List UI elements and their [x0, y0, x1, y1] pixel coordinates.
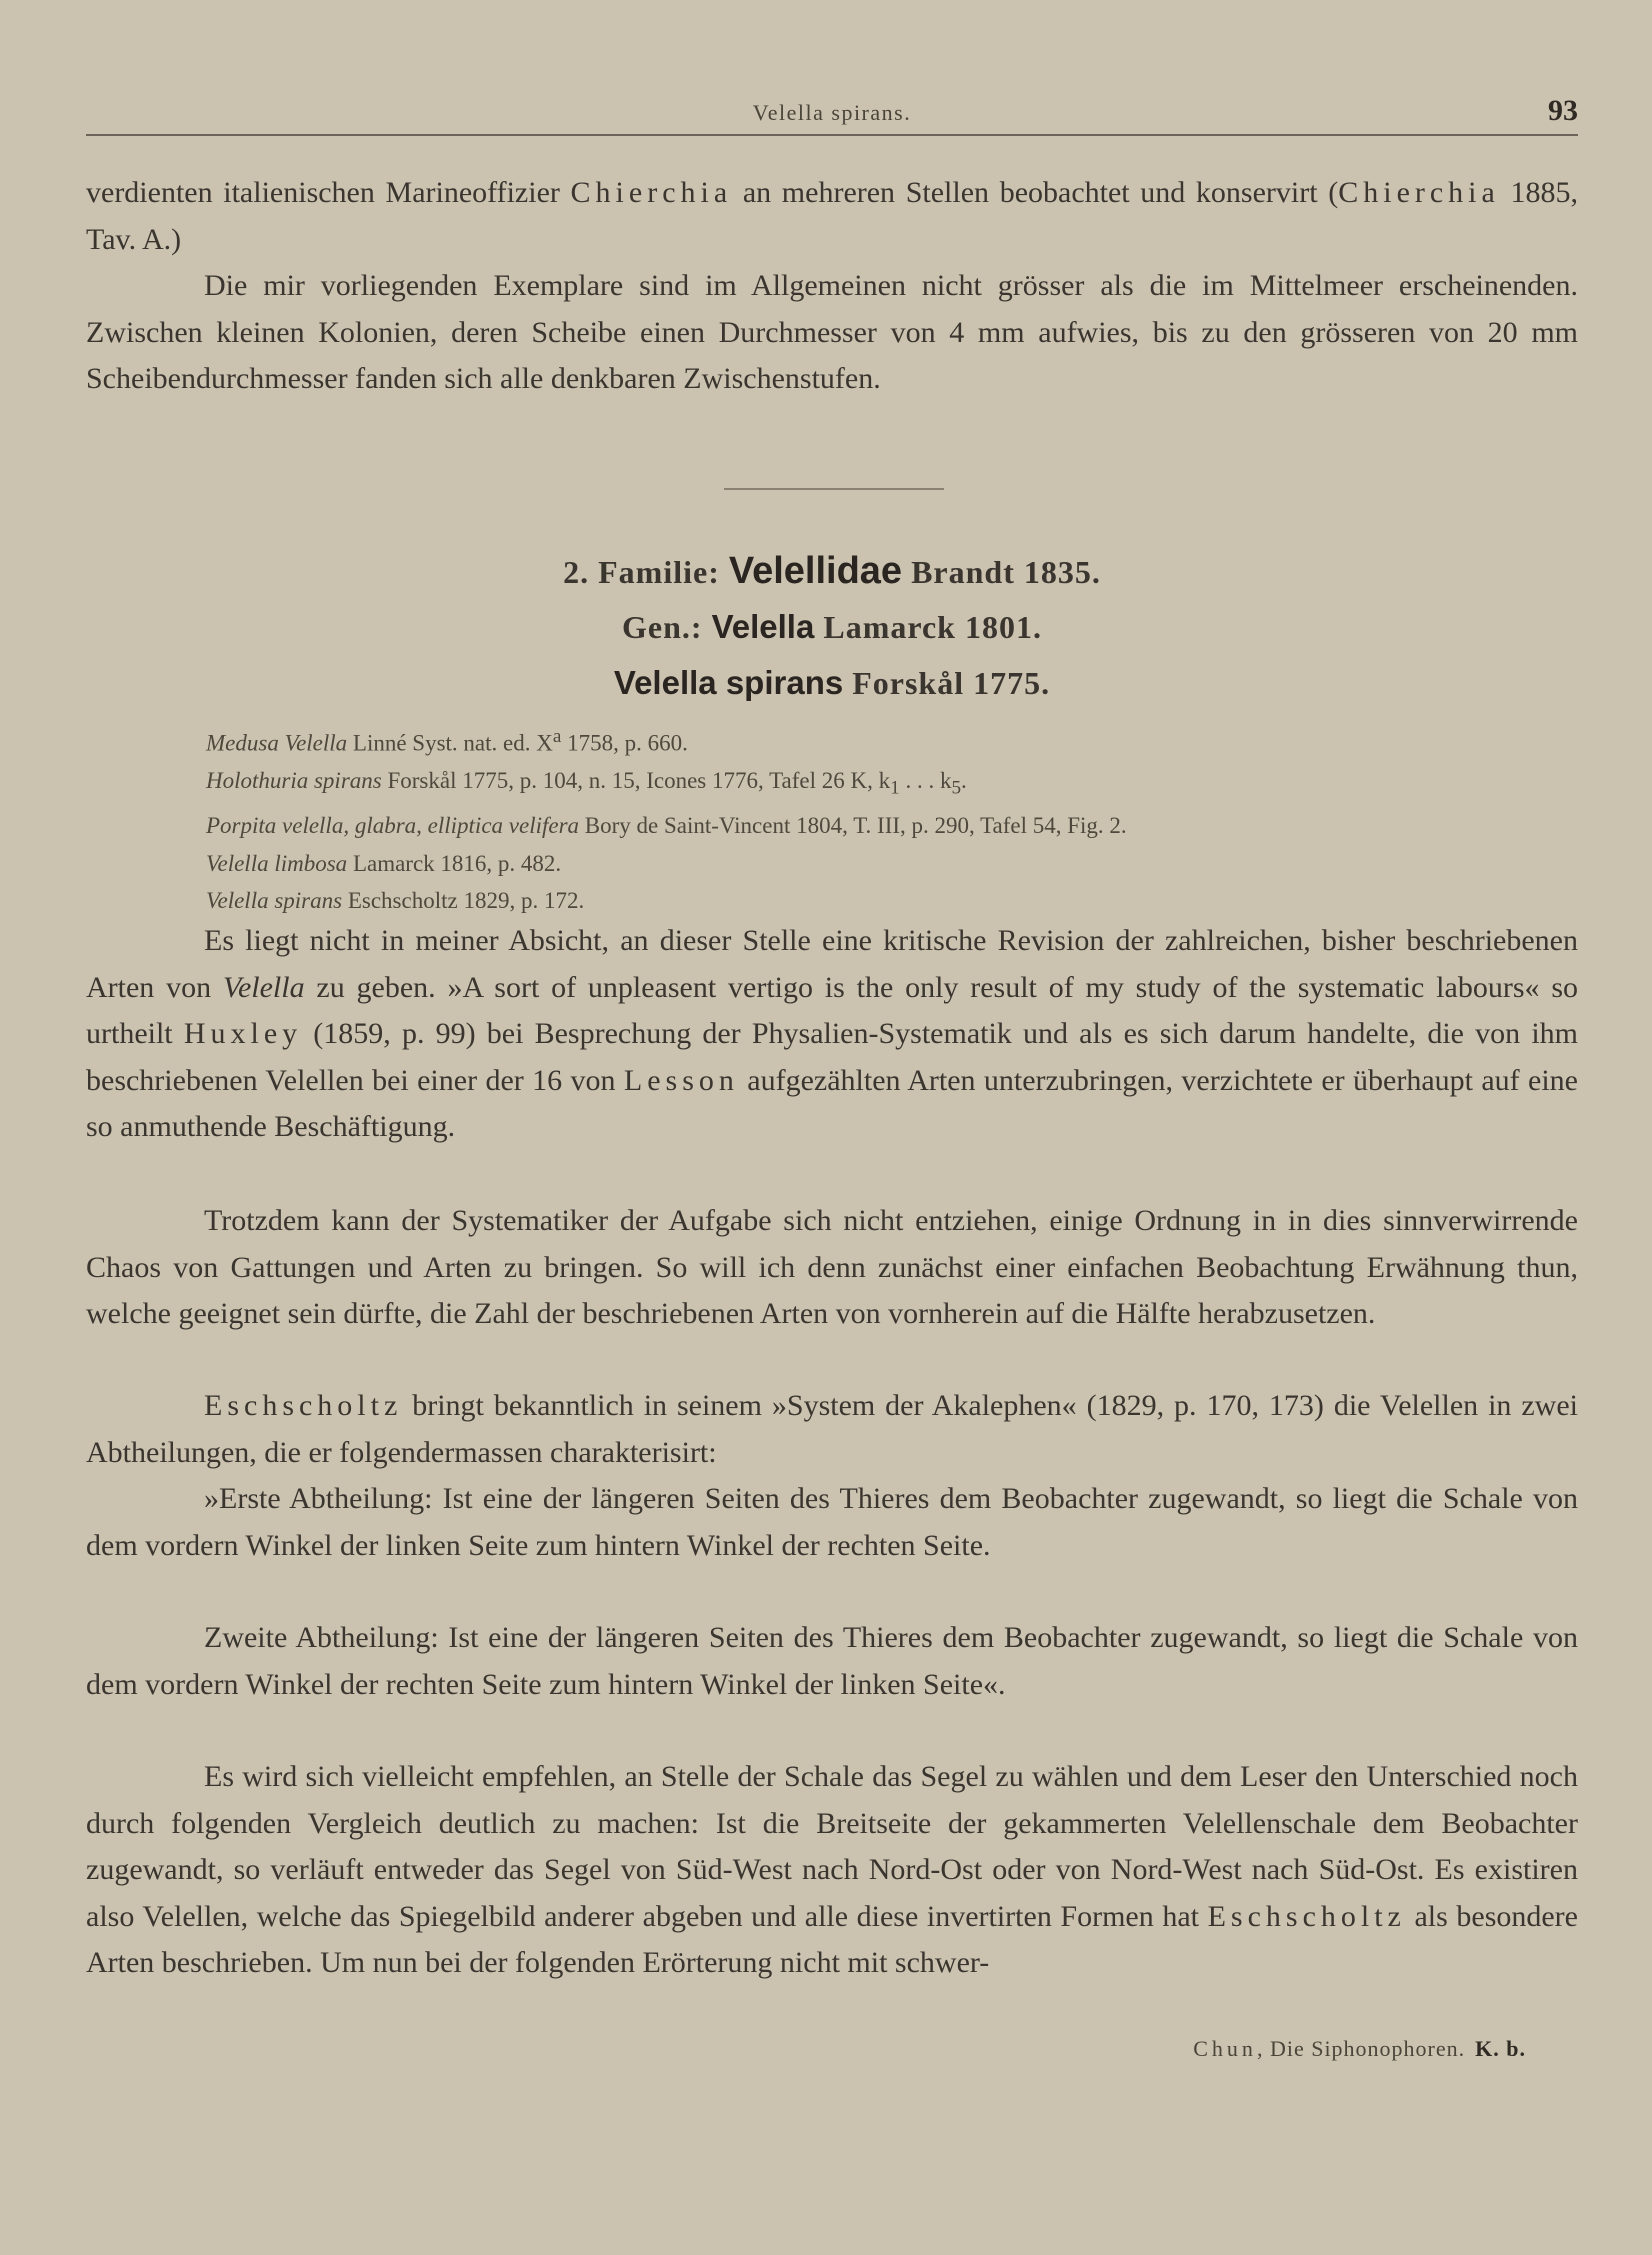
author-name: Lesson — [623, 1063, 739, 1097]
intro-paragraph-1: verdienten italienischen Marineoffizier Chierchia an mehreren Stellen beobachtet und konservirt (Chierchia 1885, Tav. A.) — [86, 176, 1578, 256]
synonym-entry: Holothuria spirans Forskål 1775, p. 104, n. 15, Icones 1776, Tafel 26 K, $k_1$ . . . $k_5$. — [206, 768, 967, 799]
signature-mark: K. b. — [1475, 2036, 1526, 2061]
synonym-entry: Velella limbosa Lamarck 1816, p. 482. — [206, 850, 562, 876]
family-name: Velellidae — [728, 550, 903, 592]
header-rule — [86, 134, 1578, 136]
page-header — [86, 92, 1578, 136]
body-paragraph-4: »Erste Abtheilung: Ist eine der längeren Seiten des Thieres dem Beobachter zugewandt, so liegt die Schale von dem vordern Winkel der linken Seite zum hintern Winkel der rechten Seite. — [86, 1482, 1578, 1562]
body-paragraph-5: Zweite Abtheilung: Ist eine der längeren Seiten des Thieres dem Beobachter zugewandt, so liegt die Schale von dem vordern Winkel der rechten Seite zum hintern Winkel der linken Seite«. — [86, 1621, 1578, 1701]
author-name: Eschscholtz — [204, 1389, 403, 1422]
page-number: 93 — [1548, 94, 1578, 127]
genus-name: Velella — [711, 608, 815, 645]
body-paragraph-6: Es wird sich vielleicht empfehlen, an Stelle der Schale das Segel zu wählen und dem Leser den Unterschied noch durch folgenden Vergleich deutlich zu machen: Ist die Breitseite der gekammerten Velellenschale dem Beobachter zugewandt, so verläuft entweder das Segel von Süd-West nach Nord-Ost oder von Nord-West nach Süd-Ost. Es existiren also Velellen, welche das Spiegelbild anderer abgeben und alle diese invertirten Formen hat Eschscholtz als besondere Arten beschrieben. Um nun bei der folgenden Erörterung nicht mit schwer- — [86, 1760, 1578, 1979]
body-paragraph-2: Trotzdem kann der Systematiker der Aufgabe sich nicht entziehen, einige Ordnung in in dies sinnverwirrende Chaos von Gattungen und Arten zu bringen. So will ich denn zunächst einer einfachen Beobachtung Erwähnung thun, welche geeignet sein dürfte, die Zahl der beschriebenen Arten von vornherein auf die Hälfte herabzusetzen. — [86, 1204, 1578, 1330]
body-paragraph-1: Es liegt nicht in meiner Absicht, an dieser Stelle eine kritische Revision der zahlreichen, bisher beschriebenen Arten von Velella zu geben. »A sort of unpleasent vertigo is the only result of my study of the systematic labours« so urtheilt Huxley (1859, p. 99) bei Besprechung der Physalien-Systematik und als es sich darum handelte, die von ihm beschriebenen Velellen bei einer der 16 von Lesson aufgezählten Arten unterzubringen, verzichtete er überhaupt auf eine so anmuthende Beschäftigung. — [86, 924, 1578, 1143]
author-name: Chierchia — [570, 176, 733, 209]
intro-paragraph-2: Die mir vorliegenden Exemplare sind im Allgemeinen nicht grösser als die im Mittelmeer erscheinenden. Zwischen kleinen Kolonien, deren Scheibe einen Durchmesser von 4 mm aufwies, bis zu den grösseren von 20 mm Scheibendurchmesser fanden sich alle denkbaren Zwischenstufen. — [86, 269, 1578, 395]
species-name: Velella spirans — [613, 664, 844, 701]
synonym-entry: Medusa Velella Linné Syst. nat. ed. $X^a$ 1758, p. 660. — [206, 726, 688, 756]
genus-heading: Gen.: Velella Lamarck 1801. — [622, 608, 1042, 645]
synonym-entry: Porpita velella, glabra, elliptica velifera Bory de Saint-Vincent 1804, T. III, p. 290, Tafel 54, Fig. 2. — [206, 813, 1127, 839]
author-name: Eschscholtz — [1207, 1899, 1406, 1933]
signature-line: Chun, Die Siphonophoren. K. b. — [1193, 2036, 1526, 2061]
running-title: Velella spirans. — [752, 100, 912, 125]
author-name: Chierchia — [1338, 176, 1500, 209]
species-heading: Velella spirans Forskål 1775. — [613, 664, 1051, 701]
author-name: Huxley — [183, 1017, 303, 1050]
body-paragraph-3: Eschscholtz bringt bekanntlich in seinem »System der Akalephen« (1829, p. 170, 173) die Velellen in zwei Abtheilungen, die er folgendermassen charakterisirt: — [86, 1389, 1578, 1469]
synonym-entry: Velella spirans Eschscholtz 1829, p. 172. — [206, 888, 585, 914]
section-divider — [724, 488, 944, 490]
synonym-list — [206, 718, 1127, 920]
family-heading: 2. Familie: Velellidae Brandt 1835. — [563, 550, 1101, 592]
